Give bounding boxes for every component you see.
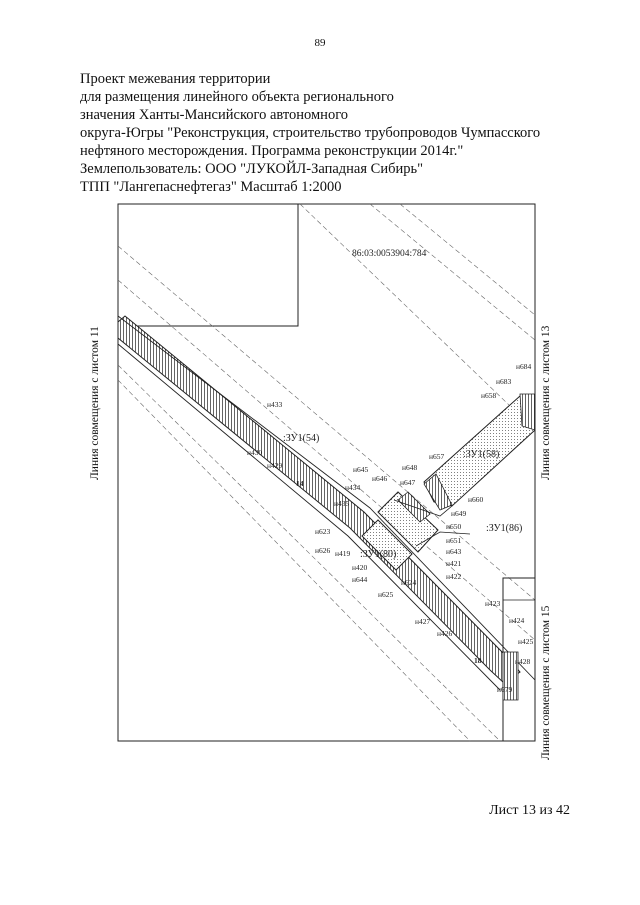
point-label: н426 <box>437 629 453 638</box>
header-line: Проект межевания территории <box>80 71 271 87</box>
point-label: н424 <box>509 616 525 625</box>
header-line: округа-Югры "Реконструкция, строительство трубопроводов Чумпасского <box>80 125 541 141</box>
point-label: н434 <box>345 483 361 492</box>
point-label: н658 <box>481 391 497 400</box>
point-label: н650 <box>446 522 462 531</box>
point-label: н428 <box>515 657 531 666</box>
point-label: н423 <box>485 599 501 608</box>
point-label: н425 <box>518 637 534 646</box>
header-line: ТПП "Лангепаснефтегаз" Масштаб 1:2000 <box>80 179 342 195</box>
point-label: н419 <box>335 549 351 558</box>
header-line: значения Ханты-Мансийского автономного <box>80 107 349 123</box>
point-label: н435 <box>334 499 350 508</box>
point-label: н623 <box>315 527 331 536</box>
point-label: н683 <box>496 377 512 386</box>
header-line: для размещения линейного объекта регионального <box>80 89 394 105</box>
point-label: н420 <box>352 563 368 572</box>
parcel-label: :ЗУ1(80) <box>360 549 397 560</box>
point-label: 18 <box>474 656 482 665</box>
point-label: н433 <box>267 400 283 409</box>
point-label: н626 <box>315 546 331 555</box>
point-label: н647 <box>400 478 416 487</box>
parcel-label: :ЗУ1(58) <box>463 449 500 460</box>
point-label: н645 <box>353 465 369 474</box>
left-sheet-link-label: Линия совмещения с листом 11 <box>89 326 101 480</box>
point-label: 14 <box>296 479 304 488</box>
point-label: н684 <box>516 362 532 371</box>
parcel-label: :ЗУ1(54) <box>283 433 320 444</box>
point-label: н429 <box>267 461 283 470</box>
point-label: н427 <box>415 617 431 626</box>
right-bottom-sheet-link-label: Линия совмещения с листом 15 <box>540 605 552 760</box>
page-number: 89 <box>314 37 326 49</box>
point-label: н679 <box>497 685 513 694</box>
point-label: н648 <box>402 463 418 472</box>
cadastral-number: 86:03:0053904:784 <box>352 249 427 259</box>
point-label: н421 <box>446 559 462 568</box>
parcel-label: :ЗУ1(86) <box>486 523 523 534</box>
corridor-edge <box>118 344 500 690</box>
point-label: н624 <box>401 578 417 587</box>
point-label: н657 <box>429 452 445 461</box>
point-label: н646 <box>372 474 388 483</box>
point-label: н422 <box>446 572 462 581</box>
right-top-sheet-link-label: Линия совмещения с листом 13 <box>540 325 552 480</box>
point-label: н643 <box>446 547 462 556</box>
point-label: н430 <box>247 448 263 457</box>
point-label: н625 <box>378 590 394 599</box>
point-label: н651 <box>446 536 462 545</box>
point-label: н660 <box>468 495 484 504</box>
point-label: н644 <box>352 575 368 584</box>
header-line: Землепользователь: ООО "ЛУКОЙЛ-Западная Сибирь" <box>80 161 423 177</box>
parcel-boundary <box>118 204 298 326</box>
point-label: н649 <box>451 509 467 518</box>
sheet-number: Лист 13 из 42 <box>489 803 570 818</box>
header-line: нефтяного месторождения. Программа реконструкции 2014г." <box>80 143 464 159</box>
branch-strip <box>520 394 535 430</box>
